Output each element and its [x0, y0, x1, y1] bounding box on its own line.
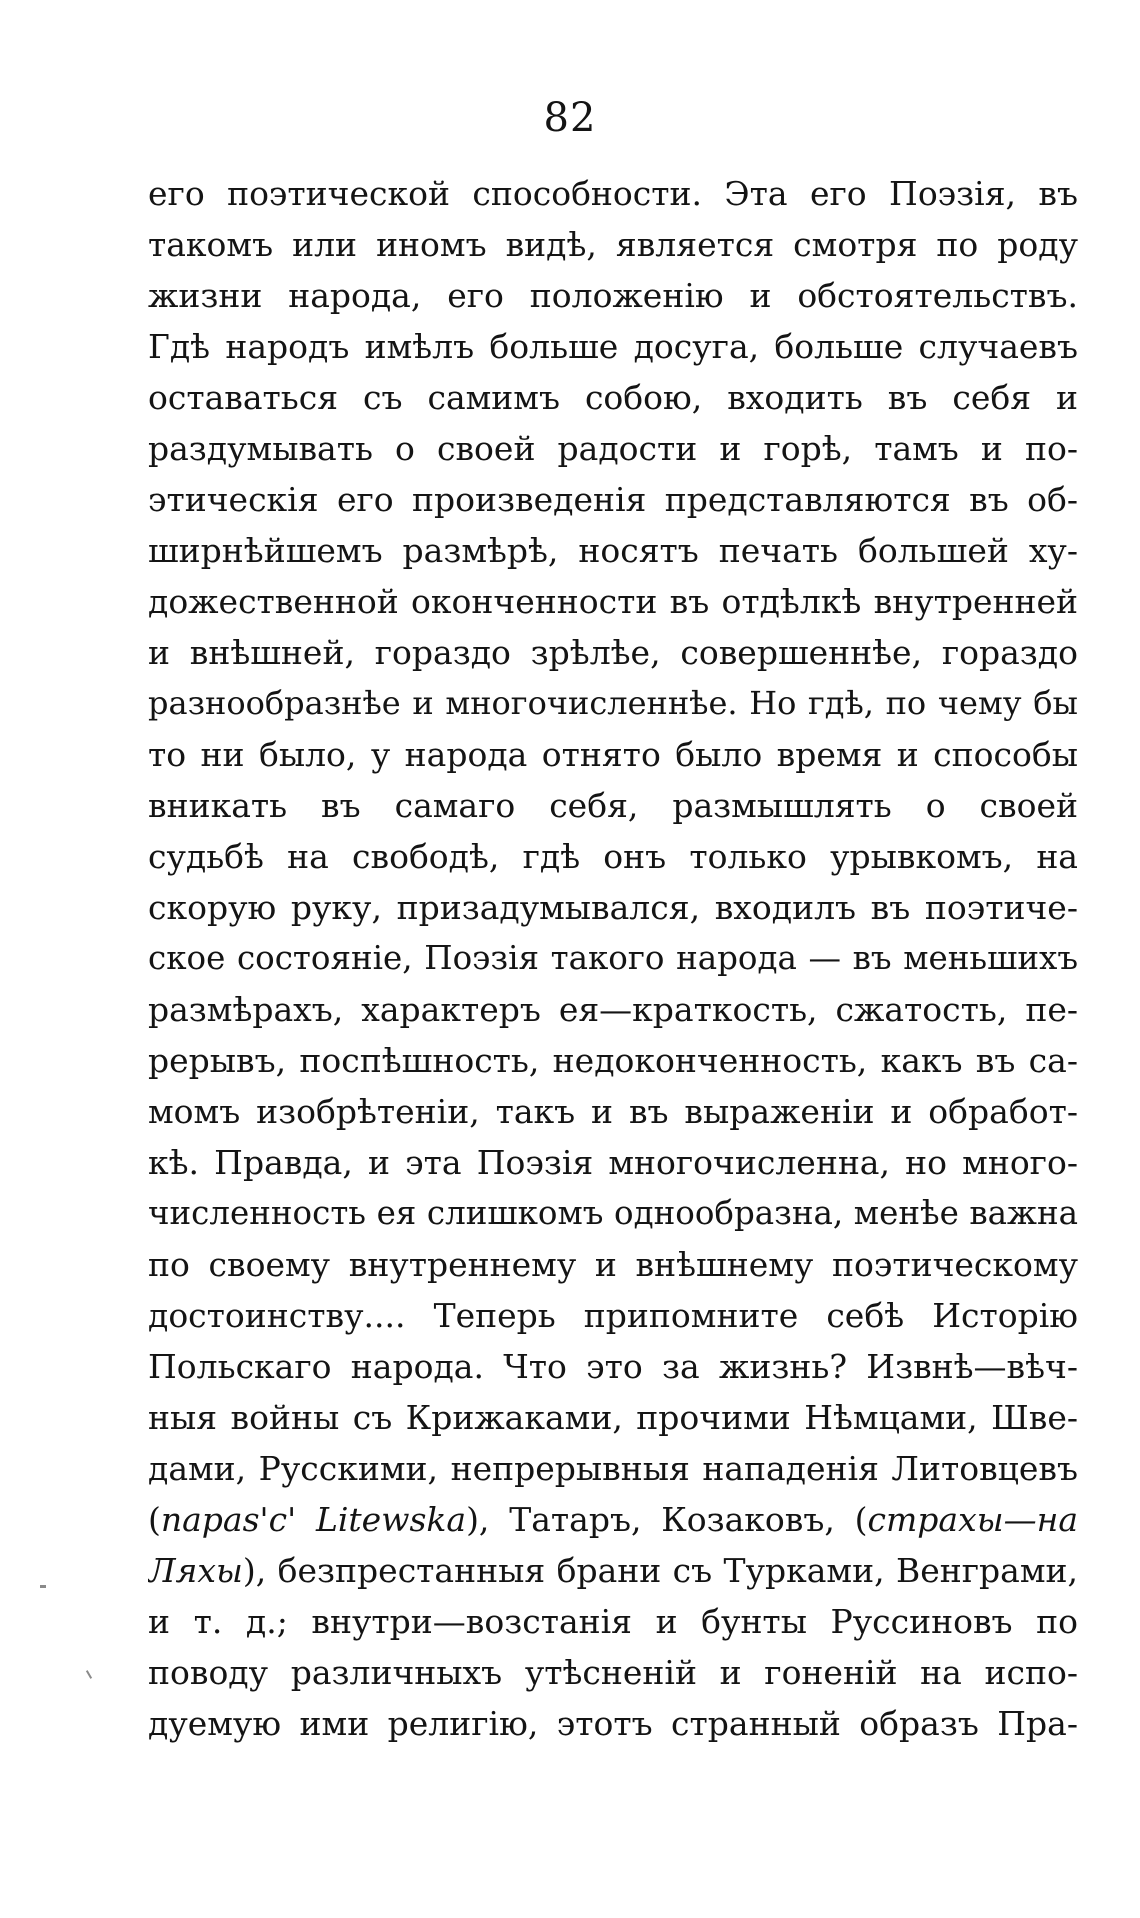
page-number: 82 — [543, 95, 597, 141]
text-line — [148, 1545, 1078, 1596]
text-segment: достоинству.... Теперь припомните себѣ Исторію — [148, 1296, 1078, 1335]
text-line — [148, 474, 1078, 525]
text-line — [148, 1086, 1078, 1137]
text-line — [148, 1239, 1078, 1290]
text-line — [148, 423, 1078, 474]
text-line — [148, 831, 1078, 882]
text-line — [148, 780, 1078, 831]
text-line — [148, 219, 1078, 270]
text-line — [148, 627, 1078, 678]
text-segment: его поэтической способности. Эта его Поэзія, въ — [148, 174, 1078, 213]
text-segment: кѣ. Правда, и эта Поэзія многочисленна, но много- — [148, 1143, 1078, 1182]
text-segment: ( — [148, 1500, 161, 1539]
text-line — [148, 1035, 1078, 1086]
text-line — [148, 1392, 1078, 1443]
text-segment: судьбѣ на свободѣ, гдѣ онъ только урывкомъ, на — [148, 837, 1078, 876]
text-line — [148, 1698, 1078, 1749]
text-line — [148, 1137, 1078, 1188]
text-line — [148, 576, 1078, 627]
text-segment: раздумывать о своей радости и горѣ, тамъ и по- — [148, 429, 1078, 468]
text-segment: размѣрахъ, характеръ ея—краткость, сжатость, пе- — [148, 990, 1078, 1029]
text-segment: дуемую ими религію, этотъ странный образъ Пра- — [148, 1704, 1078, 1743]
text-segment: такомъ или иномъ видѣ, является смотря по роду — [148, 225, 1078, 264]
text-segment: вникать въ самаго себя, размышлять о своей — [148, 786, 1078, 825]
text-segment: ), безпрестанныя брани съ Турками, Венграми, — [242, 1551, 1078, 1590]
text-segment: ), Татаръ, Козаковъ, ( — [466, 1500, 868, 1539]
text-segment: скорую руку, призадумывался, входилъ въ поэтиче- — [148, 888, 1078, 927]
text-segment: то ни было, у народа отнято было время и способы — [148, 735, 1078, 774]
italic-text: Ляхы — [148, 1551, 243, 1590]
text-segment: дожественной оконченности въ отдѣлкѣ внутренней — [148, 582, 1078, 621]
text-line — [148, 882, 1078, 933]
text-line — [148, 1188, 1078, 1239]
text-segment: численность ея слишкомъ однообразна, менѣе важна — [148, 1194, 1078, 1232]
body-text — [148, 168, 1078, 1749]
text-line — [148, 1341, 1078, 1392]
text-segment: ныя войны съ Крижаками, прочими Нѣмцами, Шве- — [148, 1398, 1078, 1437]
text-line — [148, 984, 1078, 1035]
text-segment: по своему внутреннему и внѣшнему поэтическому — [148, 1245, 1078, 1284]
text-segment: этическія его произведенія представляются въ об- — [148, 480, 1078, 519]
text-line — [148, 1443, 1078, 1494]
text-line — [148, 729, 1078, 780]
text-line — [148, 372, 1078, 423]
text-segment: жизни народа, его положенію и обстоятельствъ. — [148, 276, 1078, 315]
text-segment: рерывъ, поспѣшность, недоконченность, какъ въ са- — [148, 1041, 1078, 1080]
text-line — [148, 1647, 1078, 1698]
text-segment: оставаться съ самимъ собою, входить въ себя и — [148, 378, 1078, 417]
text-line — [148, 1596, 1078, 1647]
text-line — [148, 270, 1078, 321]
italic-text: страхы—на — [867, 1500, 1078, 1539]
text-segment: Гдѣ народъ имѣлъ больше досуга, больше случаевъ — [148, 327, 1078, 366]
text-segment: разнообразнѣе и многочисленнѣе. Но гдѣ, по чему бы — [148, 684, 1078, 722]
text-segment: момъ изобрѣтеніи, такъ и въ выраженіи и обработ- — [148, 1092, 1078, 1131]
italic-text: napas'c' Litewska — [160, 1500, 467, 1539]
paper-speck — [40, 1585, 46, 1588]
text-segment: дами, Русскими, непрерывныя нападенія Литовцевъ — [148, 1449, 1078, 1488]
paper-speck — [86, 1670, 92, 1679]
text-line — [148, 1290, 1078, 1341]
text-segment: ское состояніе, Поэзія такого народа — въ меньшихъ — [148, 939, 1078, 977]
text-line — [148, 678, 1078, 729]
text-line — [148, 168, 1078, 219]
text-segment: Польскаго народа. Что это за жизнь? Извнѣ—вѣч- — [148, 1347, 1078, 1386]
text-line — [148, 933, 1078, 984]
text-line — [148, 525, 1078, 576]
text-line — [148, 321, 1078, 372]
text-segment: и т. д.; внутри—возстанія и бунты Руссиновъ по — [148, 1602, 1078, 1641]
text-segment: поводу различныхъ утѣсненій и гоненій на испо- — [148, 1653, 1078, 1692]
text-line — [148, 1494, 1078, 1545]
text-segment: ширнѣйшемъ размѣрѣ, носятъ печать большей ху- — [148, 531, 1078, 570]
text-segment: и внѣшней, гораздо зрѣлѣе, совершеннѣе, гораздо — [148, 633, 1078, 672]
